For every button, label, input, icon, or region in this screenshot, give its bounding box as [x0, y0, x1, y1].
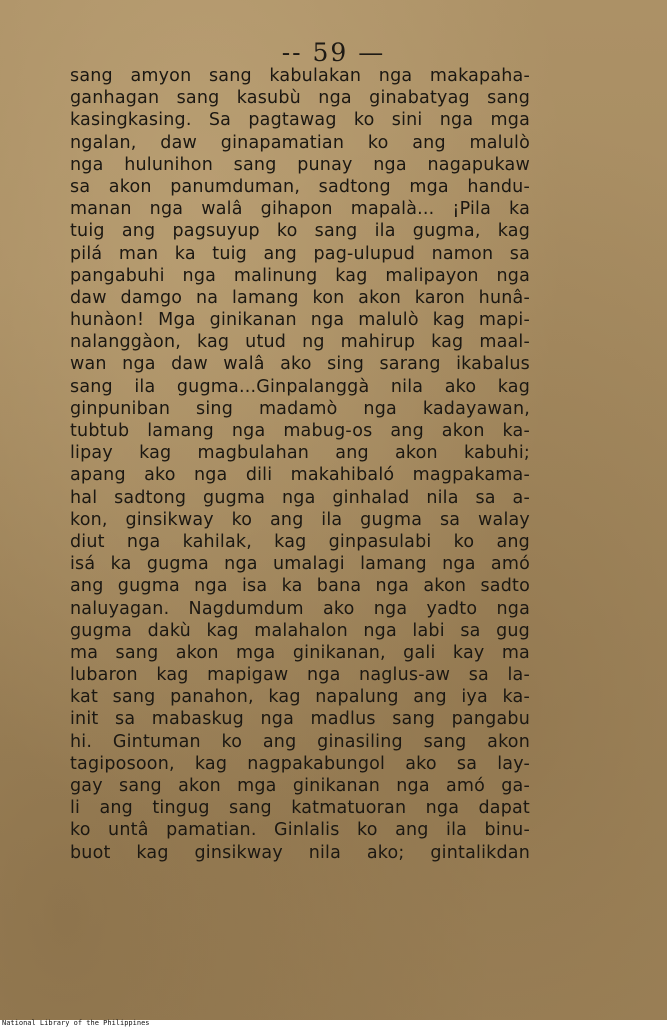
text-line: hal sadtong gugma nga ginhalad nila sa a- — [70, 487, 530, 508]
text-line: pangabuhi nga malinung kag malipayon nga — [70, 265, 530, 286]
text-line: diut nga kahilak, kag ginpasulabi ko ang — [70, 531, 530, 552]
text-line: nga hulunihon sang punay nga nagapukaw — [70, 154, 530, 175]
text-line: nalanggàon, kag utud ng mahirup kag maal- — [70, 332, 530, 353]
text-line: kat sang panahon, kag napalung ang iya ka- — [70, 687, 530, 708]
text-line: wan nga daw walâ ako sing sarang ikabalus — [70, 354, 530, 375]
text-line: kasingkasing. Sa pagtawag ko sini nga mga — [70, 110, 530, 131]
text-line: ang gugma nga isa ka bana nga akon sadto — [70, 576, 530, 597]
text-line: apang ako nga dili makahibaló magpakama- — [70, 465, 530, 486]
text-line: daw damgo na lamang kon akon karon hunâ- — [70, 287, 530, 308]
body-text — [70, 65, 530, 864]
text-line: ko untâ pamatian. Ginlalis ko ang ila binu- — [70, 820, 530, 841]
text-line: gay sang akon mga ginikanan nga amó ga- — [70, 776, 530, 796]
text-line: hi. Gintuman ko ang ginasiling sang akon — [70, 731, 530, 752]
footer-strip — [0, 1020, 667, 1028]
text-line: kon, ginsikway ko ang ila gugma sa walay — [70, 509, 530, 530]
page-number: -- 59 — — [281, 38, 386, 67]
text-line: pilá man ka tuig ang pag-ulupud namon sa — [70, 243, 530, 264]
text-line: ngalan, daw ginapamatian ko ang malulò — [70, 132, 530, 153]
text-line: naluyagan. Nagdumdum ako nga yadto nga — [70, 598, 530, 619]
text-line: sang amyon sang kabulakan nga makapaha- — [70, 66, 530, 86]
text-line: hunàon! Mga ginikanan nga malulò kag mapi- — [70, 310, 530, 331]
text-line: ginpuniban sing madamò nga kadayawan, — [70, 398, 530, 419]
text-line: tagiposoon, kag nagpakabungol ako sa lay- — [70, 753, 530, 774]
text-line: ganhagan sang kasubù nga ginabatyag sang — [70, 88, 530, 109]
text-line: buot kag ginsikway nila ako; gintalikdan — [70, 842, 530, 863]
text-line: lubaron kag mapigaw nga naglus-aw sa la- — [70, 665, 530, 686]
text-line: sang ila gugma...Ginpalanggà nila ako kag — [70, 376, 530, 397]
text-line: tubtub lamang nga mabug-os ang akon ka- — [70, 421, 530, 441]
library-credit: National Library of the Philippines — [2, 1019, 150, 1027]
text-line: gugma dakù kag malahalon nga labi sa gug — [70, 620, 530, 641]
text-line: manan nga walâ gihapon mapalà... ¡Pila ka — [70, 199, 530, 220]
text-line: isá ka gugma nga umalagi lamang nga amó — [70, 554, 530, 575]
text-line: li ang tingug sang katmatuoran nga dapat — [70, 798, 530, 819]
text-line: ma sang akon mga ginikanan, gali kay ma — [70, 642, 530, 663]
text-line: lipay kag magbulahan ang akon kabuhi; — [70, 443, 530, 464]
text-line: tuig ang pagsuyup ko sang ila gugma, kag — [70, 221, 530, 242]
text-line: init sa mabaskug nga madlus sang pangabu — [70, 709, 530, 730]
text-line: sa akon panumduman, sadtong mga handu- — [70, 176, 530, 197]
